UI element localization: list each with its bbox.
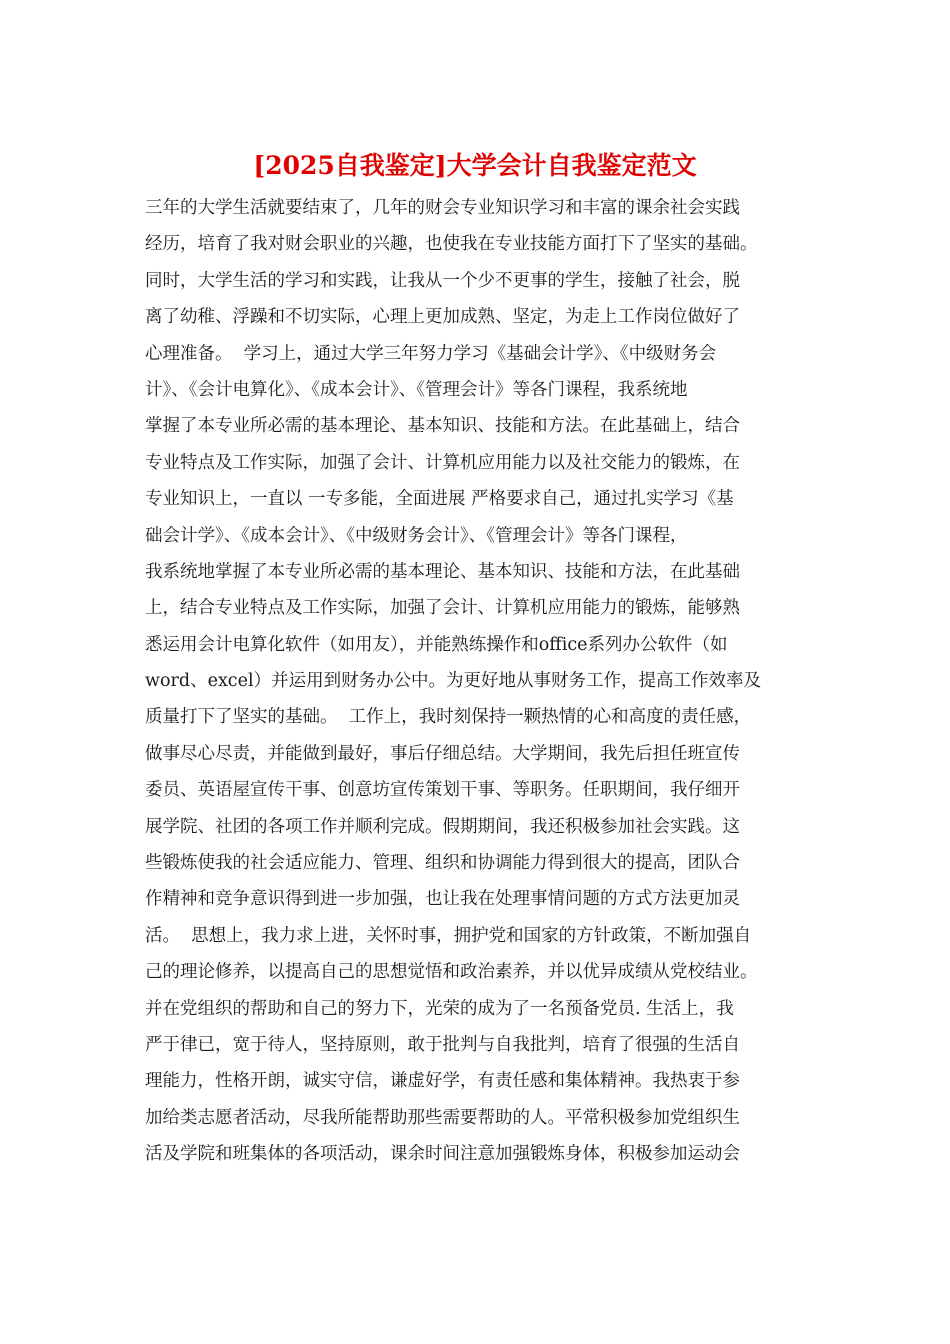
body-line: 三年的大学生活就要结束了，几年的财会专业知识学习和丰富的课余社会实践 [145, 198, 740, 218]
body-line: word、excel）并运用到财务办公中。为更好地从事财务工作，提高工作效率及 [145, 671, 762, 692]
body-line: 活及学院和班集体的各项活动，课余时间注意加强锻炼身体，积极参加运动会 [145, 1144, 740, 1165]
body-line: 础会计学》、《成本会计》、《中级财务会计》、《管理会计》等各门课程， [145, 525, 688, 546]
body-line: 同时，大学生活的学习和实践，让我从一个少不更事的学生，接触了社会，脱 [145, 270, 740, 291]
document-title: [2025自我鉴定]大学会计自我鉴定范文 [253, 151, 697, 180]
body-line: 经历，培育了我对财会职业的兴趣，也使我在专业技能方面打下了坚实的基础。 [145, 234, 758, 255]
body-line: 些锻炼使我的社会适应能力、管理、组织和协调能力得到很大的提高，团队合 [145, 853, 740, 874]
body-line: 我系统地掌握了本专业所必需的基本理论、基本知识、技能和方法，在此基础 [145, 561, 740, 582]
body-line: 上，结合专业特点及工作实际，加强了会计、计算机应用能力的锻炼，能够熟 [145, 598, 740, 619]
body-line: 并在党组织的帮助和自己的努力下，光荣的成为了一名预备党员. 生活上，我 [145, 998, 734, 1019]
body-line: 计》、《会计电算化》、《成本会计》、《管理会计》等各门课程，我系统地 [145, 379, 688, 400]
body-line: 离了幼稚、浮躁和不切实际，心理上更加成熟、坚定，为走上工作岗位做好了 [145, 307, 740, 328]
body-line: 理能力，性格开朗，诚实守信，谦虚好学，有责任感和集体精神。我热衷于参 [145, 1071, 740, 1092]
body-line: 作精神和竞争意识得到进一步加强，也让我在处理事情问题的方式方法更加灵 [145, 889, 740, 910]
body-line: 专业知识上，一直以 一专多能，全面进展 严格要求自己，通过扎实学习《基 [145, 489, 734, 510]
body-line: 质量打下了坚实的基础。 工作上，我时刻保持一颗热情的心和高度的责任感， [145, 707, 752, 728]
body-line: 己的理论修养，以提高自己的思想觉悟和政治素养，并以优异成绩从党校结业。 [145, 962, 758, 983]
body-line: 加给类志愿者活动，尽我所能帮助那些需要帮助的人。平常积极参加党组织生 [145, 1107, 740, 1128]
body-line: 专业特点及工作实际，加强了会计、计算机应用能力以及社交能力的锻炼，在 [145, 452, 740, 473]
body-line: 掌握了本专业所必需的基本理论、基本知识、技能和方法。在此基础上，结合 [145, 416, 740, 437]
body-line: 悉运用会计电算化软件（如用友），并能熟练操作和office系列办公软件（如 [145, 634, 728, 655]
body-line: 心理准备。 学习上，通过大学三年努力学习《基础会计学》、《中级财务会 [145, 343, 717, 364]
body-line: 展学院、社团的各项工作并顺利完成。假期期间，我还积极参加社会实践。这 [145, 816, 740, 837]
document-body [145, 190, 815, 1173]
body-line: 做事尽心尽责，并能做到最好，事后仔细总结。大学期间，我先后担任班宣传 [145, 743, 740, 764]
body-line: 活。 思想上，我力求上进，关怀时事，拥护党和国家的方针政策，不断加强自 [145, 925, 752, 946]
body-line: 委员、英语屋宣传干事、创意坊宣传策划干事、等职务。任职期间，我仔细开 [145, 780, 740, 801]
body-line: 严于律已，宽于待人，坚持原则，敢于批判与自我批判，培育了很强的生活自 [145, 1034, 740, 1055]
